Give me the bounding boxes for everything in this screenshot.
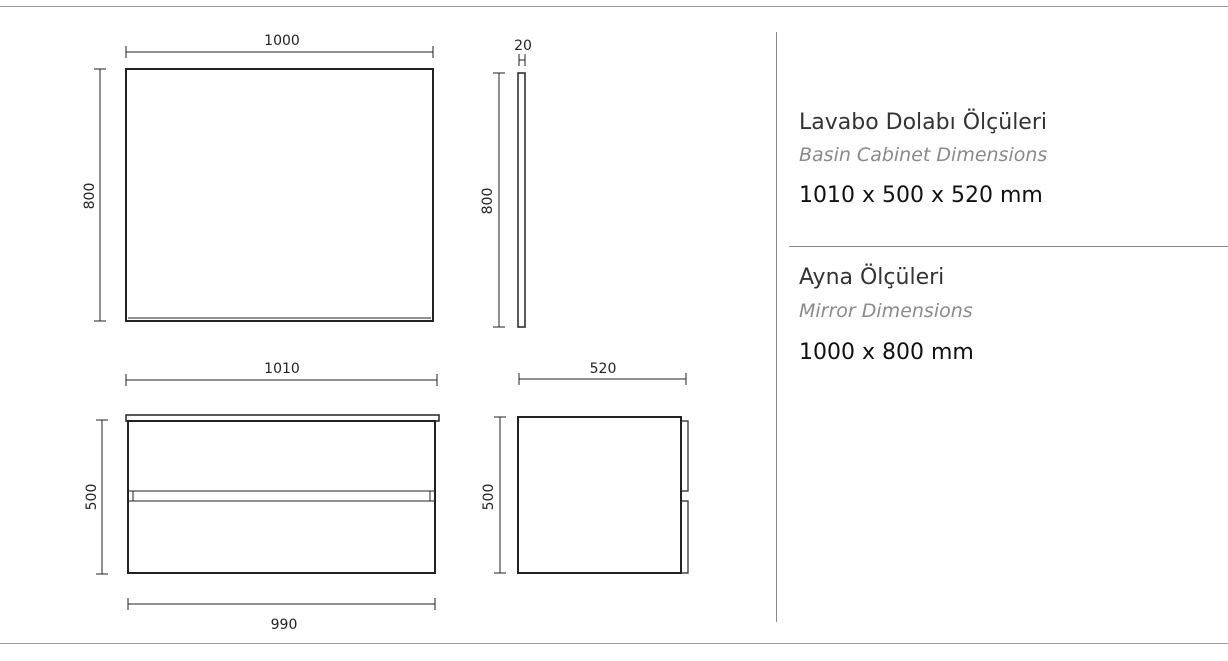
mirror-side-height-label: 800	[480, 187, 496, 215]
mirror-spec-title: Ayna Ölçüleri	[799, 265, 945, 290]
cabinet-bottom-width-dimension-line	[128, 598, 435, 610]
cabinet-spec-title: Lavabo Dolabı Ölçüleri	[799, 110, 1047, 135]
mirror-spec-subtitle: Mirror Dimensions	[799, 300, 973, 322]
cabinet-front-view	[126, 415, 439, 573]
mirror-side-view	[518, 73, 525, 327]
vertical-divider	[776, 32, 777, 622]
cabinet-side-view	[518, 417, 688, 573]
mirror-depth-label: 20	[514, 38, 532, 54]
mirror-width-label: 1000	[264, 33, 300, 49]
cabinet-spec-subtitle: Basin Cabinet Dimensions	[799, 144, 1048, 166]
cabinet-depth-label: 520	[589, 361, 617, 377]
mirror-front-view	[126, 69, 433, 321]
cabinet-top-width-label: 1010	[264, 361, 300, 377]
mirror-height-label: 800	[82, 182, 98, 210]
cabinet-spec-value: 1010 x 500 x 520 mm	[799, 183, 1043, 208]
cabinet-bottom-width-label: 990	[270, 617, 298, 633]
mirror-depth-dimension-line	[519, 54, 525, 66]
cabinet-height-label: 500	[84, 483, 100, 511]
horizontal-divider	[789, 246, 1228, 247]
cabinet-side-height-label: 500	[481, 483, 497, 511]
mirror-spec-value: 1000 x 800 mm	[799, 340, 974, 365]
